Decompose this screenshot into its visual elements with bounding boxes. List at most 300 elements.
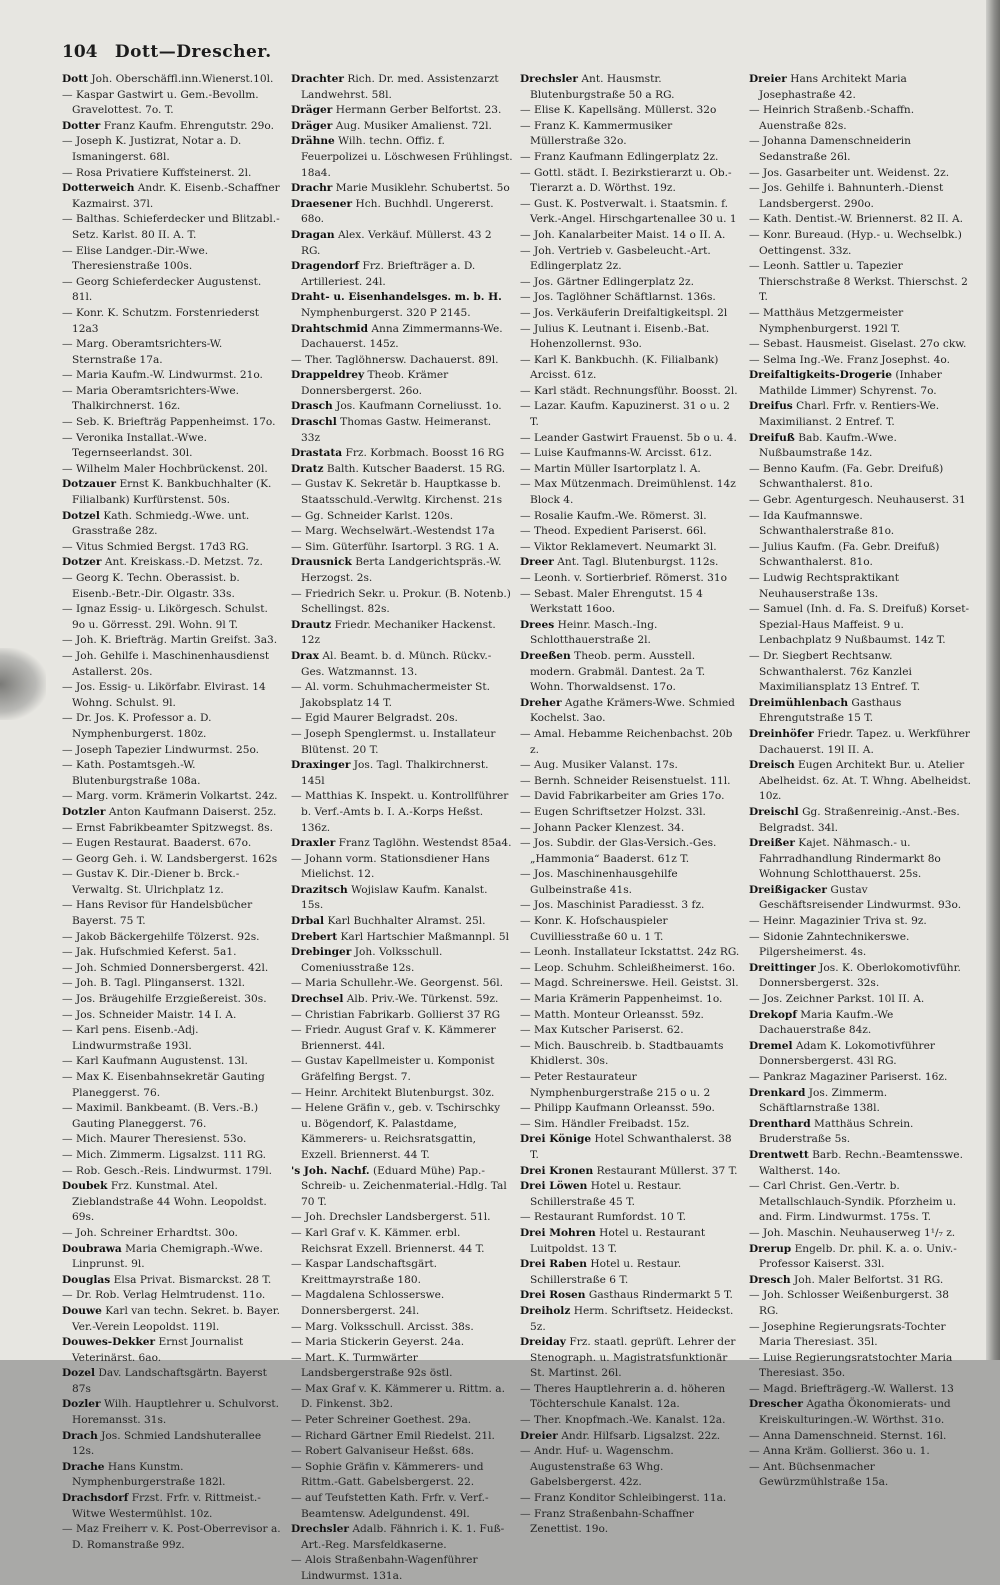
directory-columns xyxy=(62,72,972,1582)
directory-entry xyxy=(291,649,513,680)
column-3 xyxy=(520,72,742,1536)
entry-text: Andr. Hilfsarb. Ligsalzst. 22z. xyxy=(561,1429,721,1442)
directory-entry xyxy=(62,88,284,119)
entry-surname: Dotzer xyxy=(62,556,102,569)
directory-entry xyxy=(749,337,971,353)
ditto-dash: — xyxy=(520,899,534,912)
ditto-dash: — xyxy=(291,1492,305,1505)
directory-entry xyxy=(520,1335,742,1382)
entry-surname: Dreer xyxy=(520,556,554,569)
directory-entry xyxy=(749,1039,971,1070)
directory-entry xyxy=(291,1226,513,1257)
entry-surname: Douwes-Dekker xyxy=(62,1336,156,1349)
ditto-dash: — xyxy=(62,790,76,803)
entry-surname: Dreier xyxy=(749,73,787,85)
entry-text: Hermann Gerber Belfortst. 23. xyxy=(335,104,502,117)
entry-text: Heinr. Magazinier Triva st. 9z. xyxy=(762,915,927,928)
ditto-dash: — xyxy=(291,1102,305,1115)
entry-text: Heinr. Masch.-Ing. Schlotthauerstraße 2l. xyxy=(530,618,658,647)
ditto-dash: — xyxy=(291,977,305,990)
entry-text: Kath. Dentist.-W. Briennerst. 82 II. A. xyxy=(762,213,963,226)
entry-text: Joh. Kanalarbeiter Maist. 14 o II. A. xyxy=(533,228,726,241)
ditto-dash: — xyxy=(749,1071,763,1083)
entry-surname: Drekopf xyxy=(749,1008,797,1021)
entry-text: Pankraz Magaziner Pariserst. 16z. xyxy=(762,1071,948,1083)
ditto-dash: — xyxy=(62,1164,76,1177)
directory-entry xyxy=(62,602,284,633)
entry-text: Karl van techn. Sekret. b. Bayer. Ver.-Verein Leopoldst. 119l. xyxy=(72,1304,280,1333)
ditto-dash: — xyxy=(520,1117,534,1130)
entry-text: Magd. Schreinerswe. Heil. Geistst. 3l. xyxy=(533,977,739,990)
ditto-dash: — xyxy=(749,1289,763,1302)
entry-text: Maria Stickerin Geyerst. 24a. xyxy=(304,1336,465,1349)
page-number: 104 xyxy=(62,42,98,62)
entry-text: Ernst K. Bankbuchhalter (K. Filialbank) Kurfürstenst. 50s. xyxy=(72,478,272,507)
directory-entry xyxy=(749,72,971,103)
ditto-dash: — xyxy=(62,712,76,725)
entry-text: Joh. Maschin. Neuhauserweg 1¹/₇ z. xyxy=(762,1226,956,1239)
entry-text: Gg. Schneider Karlst. 120s. xyxy=(304,509,454,522)
ditto-dash: — xyxy=(520,1445,534,1458)
directory-entry xyxy=(62,1273,284,1289)
directory-entry xyxy=(749,1179,971,1226)
entry-surname: Dozel xyxy=(62,1367,96,1380)
ditto-dash: — xyxy=(520,837,534,850)
entry-text: Hotel u. Restaur. Schillerstraße 45 T. xyxy=(530,1180,682,1208)
directory-entry xyxy=(520,166,742,197)
directory-entry xyxy=(749,1273,971,1289)
entry-text: Leonh. Sattler u. Tapezier Thierschstraße 8 Werkst. Thierschst. 2 T. xyxy=(759,260,968,304)
entry-text: Johanna Damenschneiderin Sedanstraße 26l. xyxy=(759,135,912,163)
directory-entry xyxy=(291,462,513,478)
entry-text: Hch. Buchhdl. Ungererst. 68o. xyxy=(301,197,494,226)
entry-surname: Dreher xyxy=(520,696,562,709)
ditto-dash: — xyxy=(520,868,534,881)
entry-surname: Drenkard xyxy=(749,1086,806,1099)
entry-text: Theob. perm. Ausstell. modern. Grabmäl. Dantest. 2a T. Wohn. Thorwaldsenst. 17o. xyxy=(530,649,706,694)
directory-entry xyxy=(749,961,971,992)
directory-entry xyxy=(291,524,513,540)
entry-text: Marg. vorm. Krämerin Volkartst. 24z. xyxy=(75,790,278,803)
entry-text: Thomas Gastw. Heimeranst. 33z xyxy=(301,416,492,444)
entry-text: Joseph K. Justizrat, Notar a. D. Ismaningerst. 68l. xyxy=(72,135,242,163)
entry-text: Ernst Fabrikbeamter Spitzwegst. 8s. xyxy=(75,821,273,834)
directory-entry xyxy=(62,1148,284,1164)
ditto-dash: — xyxy=(62,88,76,101)
entry-text: Dav. Landschaftsgärtn. Bayerst 87s xyxy=(72,1367,267,1395)
entry-text: Karl pens. Eisenb.-Adj. Lindwurmstraße 193l. xyxy=(72,1024,199,1052)
entry-surname: Drentwett xyxy=(749,1148,809,1161)
entry-text: Frz. Kunstmal. Atel. Zieblandstraße 44 Wohn. Leopoldst. 69s. xyxy=(72,1180,267,1224)
ditto-dash: — xyxy=(62,1133,76,1146)
directory-entry xyxy=(520,1382,742,1413)
directory-entry xyxy=(291,290,513,321)
directory-entry xyxy=(62,166,284,182)
entry-surname: Dreifus xyxy=(749,400,793,413)
directory-entry xyxy=(520,103,742,119)
ditto-dash: — xyxy=(749,1351,763,1364)
entry-text: Kaspar Landschaftsgärt. Kreittmayrstraße 180. xyxy=(301,1258,438,1286)
directory-entry xyxy=(749,540,971,571)
directory-entry xyxy=(520,1070,742,1101)
entry-text: Gustav K. Sekretär b. Hauptkasse b. Staatsschuld.-Verwltg. Kirchenst. 21s xyxy=(301,478,503,507)
ditto-dash: — xyxy=(291,712,305,725)
directory-entry xyxy=(62,1023,284,1054)
entry-text: Kaspar Gastwirt u. Gem.-Bevollm. Gravelottest. 7o. T. xyxy=(72,88,259,117)
ditto-dash: — xyxy=(520,119,534,132)
entry-text: Alois Straßenbahn-Wagenführer Lindwurmst. 131a. xyxy=(301,1554,478,1582)
entry-surname: Dreeßen xyxy=(520,649,571,662)
entry-text: Gustav Kapellmeister u. Komponist Gräfelfing Bergst. 7. xyxy=(301,1055,495,1083)
entry-text: Frzst. Frfr. v. Rittmeist.-Witwe Westermühlst. 10z. xyxy=(72,1492,261,1520)
entry-text: Leander Gastwirt Frauenst. 5b o u. 4. xyxy=(533,431,737,444)
ditto-dash: — xyxy=(749,1429,763,1442)
directory-entry xyxy=(62,72,284,88)
directory-entry xyxy=(520,446,742,462)
directory-entry xyxy=(62,680,284,711)
ditto-dash: — xyxy=(520,759,534,772)
entry-text: Konr. K. Schutzm. Forstenriederst 12a3 xyxy=(72,306,260,335)
ditto-dash: — xyxy=(749,1460,763,1473)
ditto-dash: — xyxy=(749,166,763,179)
directory-entry xyxy=(749,259,971,306)
directory-entry xyxy=(520,1491,742,1507)
entry-text: Franz Kaufmann Edlingerplatz 2z. xyxy=(533,150,719,163)
entry-text: Franz Taglöhn. Westendst 85a4. xyxy=(338,837,512,850)
entry-text: Ant. Kreiskass.-D. Metzst. 7z. xyxy=(104,556,263,569)
ditto-dash: — xyxy=(62,166,76,179)
directory-entry xyxy=(62,1101,284,1132)
entry-surname: Dräger xyxy=(291,119,333,132)
ditto-dash: — xyxy=(291,790,305,803)
ditto-dash: — xyxy=(62,634,76,647)
directory-entry xyxy=(62,306,284,337)
ditto-dash: — xyxy=(520,1211,534,1224)
entry-text: Jos. Gehilfe i. Bahnunterh.-Dienst Landsbergerst. 290o. xyxy=(759,182,944,210)
entry-text: Karl Kaufmann Augustenst. 13l. xyxy=(75,1055,248,1068)
entry-text: Frz. Briefträger a. D. Artilleriest. 24l. xyxy=(301,260,476,288)
directory-entry xyxy=(520,1288,742,1304)
ditto-dash: — xyxy=(62,1024,76,1037)
directory-entry xyxy=(62,540,284,556)
directory-entry xyxy=(749,353,971,369)
ditto-dash: — xyxy=(520,774,534,787)
ditto-dash: — xyxy=(62,1148,76,1161)
ditto-dash: — xyxy=(520,525,534,538)
entry-text: Maria Kaufm.-W. Lindwurmst. 21o. xyxy=(75,369,263,382)
entry-text: Georg K. Techn. Oberassist. b. Eisenb.-Betr.-Dir. Olgastr. 33s. xyxy=(72,572,240,600)
directory-entry xyxy=(520,914,742,945)
directory-entry xyxy=(62,1054,284,1070)
ditto-dash: — xyxy=(291,1429,305,1442)
entry-text: Sophie Gräfin v. Kämmerers- und Rittm.-Gatt. Gabelsbergerst. 22. xyxy=(301,1460,484,1489)
directory-entry xyxy=(62,571,284,602)
entry-text: Joseph Spenglermst. u. Installateur Blütenst. 20 T. xyxy=(301,727,496,756)
entry-text: Marg. Wechselwärt.-Westendst 17a xyxy=(304,525,495,538)
column-1 xyxy=(62,72,284,1551)
ditto-dash: — xyxy=(749,135,763,148)
directory-entry xyxy=(749,493,971,509)
entry-text: Maria Chemigraph.-Wwe. Linprunst. 9l. xyxy=(72,1242,263,1271)
entry-text: Karl Buchhalter Alramst. 25l. xyxy=(327,915,486,928)
directory-entry xyxy=(291,930,513,946)
directory-entry xyxy=(291,1008,513,1024)
directory-entry xyxy=(291,1210,513,1226)
entry-surname: Drachsdorf xyxy=(62,1492,129,1505)
ditto-dash: — xyxy=(520,275,534,288)
entry-text: Anna Kräm. Gollierst. 36o u. 1. xyxy=(762,1445,930,1458)
directory-entry xyxy=(291,1553,513,1584)
ditto-dash: — xyxy=(62,1226,76,1239)
ditto-dash: — xyxy=(62,743,76,756)
entry-text: Herm. Schriftsetz. Heideckst. 5z. xyxy=(530,1304,734,1333)
ditto-dash: — xyxy=(62,649,76,662)
directory-entry xyxy=(291,197,513,228)
entry-text: Ludwig Rechtspraktikant Neuhauserstraße 13s. xyxy=(759,572,899,600)
directory-entry xyxy=(291,259,513,290)
entry-text: Amal. Hebamme Reichenbachst. 20b z. xyxy=(530,727,733,756)
directory-entry xyxy=(291,1413,513,1429)
directory-entry xyxy=(520,1101,742,1117)
directory-entry xyxy=(291,587,513,618)
ditto-dash: — xyxy=(520,447,534,460)
directory-entry xyxy=(520,805,742,821)
entry-text: Joh. Schlosser Weißenburgerst. 38 RG. xyxy=(759,1289,950,1317)
directory-entry xyxy=(291,789,513,836)
ditto-dash: — xyxy=(749,462,763,475)
entry-text: (Eduard Mühe) Pap.-Schreib- u. Zeichenmaterial.-Hdlg. Tal 70 T. xyxy=(301,1164,507,1208)
ditto-dash: — xyxy=(520,228,534,241)
book-spine-edge xyxy=(986,0,1000,1360)
ditto-dash: — xyxy=(291,540,305,553)
ditto-dash: — xyxy=(62,384,76,397)
ditto-dash: — xyxy=(62,1071,76,1083)
entry-text: Max K. Eisenbahnsekretär Gauting Planeggerst. 76. xyxy=(72,1071,265,1099)
directory-entry xyxy=(291,134,513,181)
directory-entry xyxy=(291,1351,513,1382)
ditto-dash: — xyxy=(62,961,76,974)
ditto-dash: — xyxy=(520,540,534,553)
directory-entry xyxy=(520,821,742,837)
ditto-dash: — xyxy=(520,1008,534,1021)
entry-text: Bab. Kaufm.-Wwe. Nußbaumstraße 14z. xyxy=(759,431,897,460)
entry-text: Luise Kaufmanns-W. Arcisst. 61z. xyxy=(533,447,712,460)
directory-entry xyxy=(62,633,284,649)
entry-surname: Drees xyxy=(520,618,555,631)
entry-text: Bernh. Schneider Reisenstuelst. 11l. xyxy=(533,774,731,787)
directory-entry xyxy=(520,275,742,291)
entry-text: Matthias K. Inspekt. u. Kontrollführer b. Verf.-Amts b. I. A.-Korps Heßst. 136z. xyxy=(301,790,509,834)
directory-entry xyxy=(749,1320,971,1351)
entry-surname: Dräger xyxy=(291,104,333,117)
entry-text: Gustav Geschäftsreisender Lindwurmst. 93o. xyxy=(759,883,962,912)
directory-entry xyxy=(749,992,971,1008)
directory-entry xyxy=(749,1148,971,1179)
entry-text: Hans Architekt Maria Josephastraße 42. xyxy=(759,73,907,101)
directory-entry xyxy=(749,509,971,540)
directory-entry xyxy=(520,119,742,150)
ditto-dash: — xyxy=(520,1071,534,1083)
ditto-dash: — xyxy=(291,1351,305,1364)
entry-text: Charl. Frfr. v. Rentiers-We. Maximilianst. 2 Entref. T. xyxy=(759,400,940,429)
entry-text: Franz Straßenbahn-Schaffner Zenettist. 19o. xyxy=(530,1507,694,1536)
directory-entry xyxy=(520,1164,742,1180)
directory-entry xyxy=(749,1382,971,1398)
ditto-dash: — xyxy=(749,1226,763,1239)
ditto-dash: — xyxy=(291,1008,305,1021)
ditto-dash: — xyxy=(62,899,76,912)
ditto-dash: — xyxy=(291,1258,305,1271)
entry-text: Engelb. Dr. phil. K. a. o. Univ.-Professor Kaiserst. 33l. xyxy=(759,1242,957,1271)
entry-text: Karl Graf v. K. Kämmer. erbl. Reichsrat Exzell. Briennerst. 44 T. xyxy=(301,1226,485,1255)
entry-text: Gottl. städt. I. Bezirkstierarzt u. Ob.-Tierarzt a. D. Wörthst. 19z. xyxy=(530,166,732,195)
entry-text: Magd. Briefträgerg.-W. Wallerst. 13 xyxy=(762,1382,954,1395)
entry-text: Jos. Kaufmann Corneliusst. 1o. xyxy=(336,400,502,413)
entry-text: Sim. Güterführ. Isartorpl. 3 RG. 1 A. xyxy=(304,540,500,553)
entry-text: Max Kutscher Pariserst. 62. xyxy=(533,1024,684,1037)
directory-entry xyxy=(749,103,971,134)
entry-text: auf Teufstetten Kath. Frfr. v. Verf.-Beamtensw. Adelgundenst. 49l. xyxy=(301,1492,489,1520)
ditto-dash: — xyxy=(520,1507,534,1520)
directory-entry xyxy=(291,1054,513,1085)
directory-entry xyxy=(749,306,971,337)
directory-entry xyxy=(520,322,742,353)
entry-text: Franz K. Kammermusiker Müllerstraße 32o. xyxy=(530,119,673,148)
entry-surname: Drei Mohren xyxy=(520,1226,596,1239)
entry-text: Martin Müller Isartorplatz l. A. xyxy=(533,462,701,475)
ditto-dash: — xyxy=(291,587,305,600)
ditto-dash: — xyxy=(749,649,763,662)
entry-text: Philipp Kaufmann Orleansst. 59o. xyxy=(533,1102,715,1115)
ditto-dash: — xyxy=(520,821,534,834)
entry-text: Jos. Verkäuferin Dreifaltigkeitspl. 2l xyxy=(533,306,728,319)
entry-text: Hotel Schwanthalerst. 38 T. xyxy=(530,1133,732,1161)
directory-entry xyxy=(749,602,971,649)
directory-entry xyxy=(520,1023,742,1039)
ditto-dash: — xyxy=(291,1554,305,1567)
directory-entry xyxy=(520,477,742,508)
ditto-dash: — xyxy=(291,1445,305,1458)
ditto-dash: — xyxy=(520,104,534,117)
entry-text: Friedr. Mechaniker Hackenst. 12z xyxy=(301,618,496,647)
entry-text: Jos. Zeichner Parkst. 10l II. A. xyxy=(762,993,925,1006)
entry-text: Sebast. Hausmeist. Giselast. 27o ckw. xyxy=(762,338,967,351)
directory-entry xyxy=(62,1429,284,1460)
entry-surname: Drei Löwen xyxy=(520,1180,588,1193)
entry-text: Helene Gräfin v., geb. v. Tschirschky u. Bögendorf, K. Palastdame, Kämmerers- u. Reichsratsgattin, Exzell. Briennerst. 44 T. xyxy=(301,1102,501,1161)
ditto-dash: — xyxy=(749,1320,763,1333)
entry-surname: Drax xyxy=(291,649,319,662)
directory-entry xyxy=(62,1522,284,1553)
entry-text: Joh. Vertrieb v. Gasbeleucht.-Art. Edlingerplatz 2z. xyxy=(530,244,711,273)
ditto-dash: — xyxy=(291,727,305,740)
directory-entry xyxy=(749,1117,971,1148)
entry-text: Hotel u. Restaurant Luitpoldst. 13 T. xyxy=(530,1226,706,1255)
directory-entry xyxy=(749,399,971,430)
entry-text: Johann Packer Klenzest. 34. xyxy=(533,821,685,834)
entry-surname: Drachter xyxy=(291,73,344,85)
entry-text: Aug. Musiker Amalienst. 72l. xyxy=(335,119,492,132)
entry-surname: Drerup xyxy=(749,1242,792,1255)
directory-entry xyxy=(749,1086,971,1117)
entry-text: Jos. Schneider Maistr. 14 I. A. xyxy=(75,1008,237,1021)
entry-surname: Dreimühlenbach xyxy=(749,696,849,709)
directory-entry xyxy=(520,384,742,400)
ditto-dash: — xyxy=(62,416,76,429)
entry-text: Restaurant Rumfordst. 10 T. xyxy=(533,1211,687,1224)
entry-text: Wojislaw Kaufm. Kanalst. 15s. xyxy=(301,883,488,912)
entry-surname: Drechsel xyxy=(291,993,344,1006)
directory-entry xyxy=(62,1132,284,1148)
directory-entry xyxy=(520,228,742,244)
entry-surname: 's Joh. Nachf. xyxy=(291,1164,370,1177)
entry-text: Julius Kaufm. (Fa. Gebr. Dreifuß) Schwanthalerst. 81o. xyxy=(759,540,940,569)
directory-entry xyxy=(291,540,513,556)
ditto-dash: — xyxy=(520,1492,534,1505)
directory-entry xyxy=(62,1397,284,1428)
entry-text: Jos. Subdir. der Glas-Versich.-Ges. „Hammonia“ Baaderst. 61z T. xyxy=(530,837,717,865)
entry-surname: Dremel xyxy=(749,1039,793,1052)
entry-surname: Drahtschmid xyxy=(291,322,368,335)
directory-entry xyxy=(62,431,284,462)
entry-text: Mart. K. Turmwärter Landsbergerstraße 92s östl. xyxy=(301,1351,453,1380)
entry-text: Gasthaus Ehrengutstraße 15 T. xyxy=(759,696,902,725)
directory-entry xyxy=(62,368,284,384)
entry-surname: Drähne xyxy=(291,135,335,148)
entry-text: Al. vorm. Schuhmachermeister St. Jakobsplatz 14 T. xyxy=(301,681,491,709)
entry-text: Elise K. Kapellsäng. Müllerst. 32o xyxy=(533,104,717,117)
directory-entry xyxy=(291,1164,513,1211)
entry-surname: Dotzauer xyxy=(62,478,117,491)
entry-text: Gust. K. Postverwalt. i. Staatsmin. f. Verk.-Angel. Hirschgartenallee 30 u. 1 xyxy=(530,197,737,226)
entry-text: Maria Oberamtsrichters-Wwe. Thalkirchnerst. 16z. xyxy=(72,384,239,413)
directory-entry xyxy=(62,821,284,837)
ditto-dash: — xyxy=(62,213,76,226)
entry-surname: Dreier xyxy=(520,1429,558,1442)
entry-text: Hans Revisor für Handelsbücher Bayerst. 75 T. xyxy=(72,899,253,928)
entry-text: Joh. Gehilfe i. Maschinenhausdienst Astallerst. 20s. xyxy=(72,649,270,678)
directory-entry xyxy=(62,134,284,165)
directory-entry xyxy=(62,930,284,946)
entry-text: Dr. Jos. K. Professor a. D. Nymphenburgerst. 180z. xyxy=(72,712,212,740)
directory-entry xyxy=(291,836,513,852)
directory-entry xyxy=(62,976,284,992)
directory-entry xyxy=(749,228,971,259)
ditto-dash: — xyxy=(749,572,763,584)
ditto-dash: — xyxy=(520,977,534,990)
entry-text: Heinrich Straßenb.-Schaffn. Auenstraße 82s. xyxy=(759,104,915,132)
directory-entry xyxy=(520,555,742,571)
directory-entry xyxy=(291,353,513,369)
directory-entry xyxy=(291,555,513,586)
entry-text: Andr. K. Eisenb.-Schaffner Kazmairst. 37l. xyxy=(72,182,280,210)
entry-text: Matthäus Metzgermeister Nymphenburgerst. 192l T. xyxy=(759,306,904,335)
directory-entry xyxy=(62,789,284,805)
entry-text: Jos. Bräugehilfe Erzgießereist. 30s. xyxy=(75,993,267,1006)
directory-entry xyxy=(749,134,971,165)
ditto-dash: — xyxy=(749,338,763,351)
directory-entry xyxy=(520,1226,742,1257)
entry-surname: Dreißer xyxy=(749,837,795,850)
directory-entry xyxy=(520,961,742,977)
directory-entry xyxy=(291,1335,513,1351)
entry-text: Ant. Hausmstr. Blutenburgstraße 50 a RG. xyxy=(530,73,675,101)
ditto-dash: — xyxy=(749,1180,763,1193)
ditto-dash: — xyxy=(291,478,305,491)
entry-text: Joh. Volksschull. Comeniusstraße 12s. xyxy=(301,946,443,974)
entry-text: Ernst Journalist Veterinärst. 6ao. xyxy=(72,1336,244,1364)
entry-text: Maria Krämerin Pappenheimst. 1o. xyxy=(533,993,723,1006)
